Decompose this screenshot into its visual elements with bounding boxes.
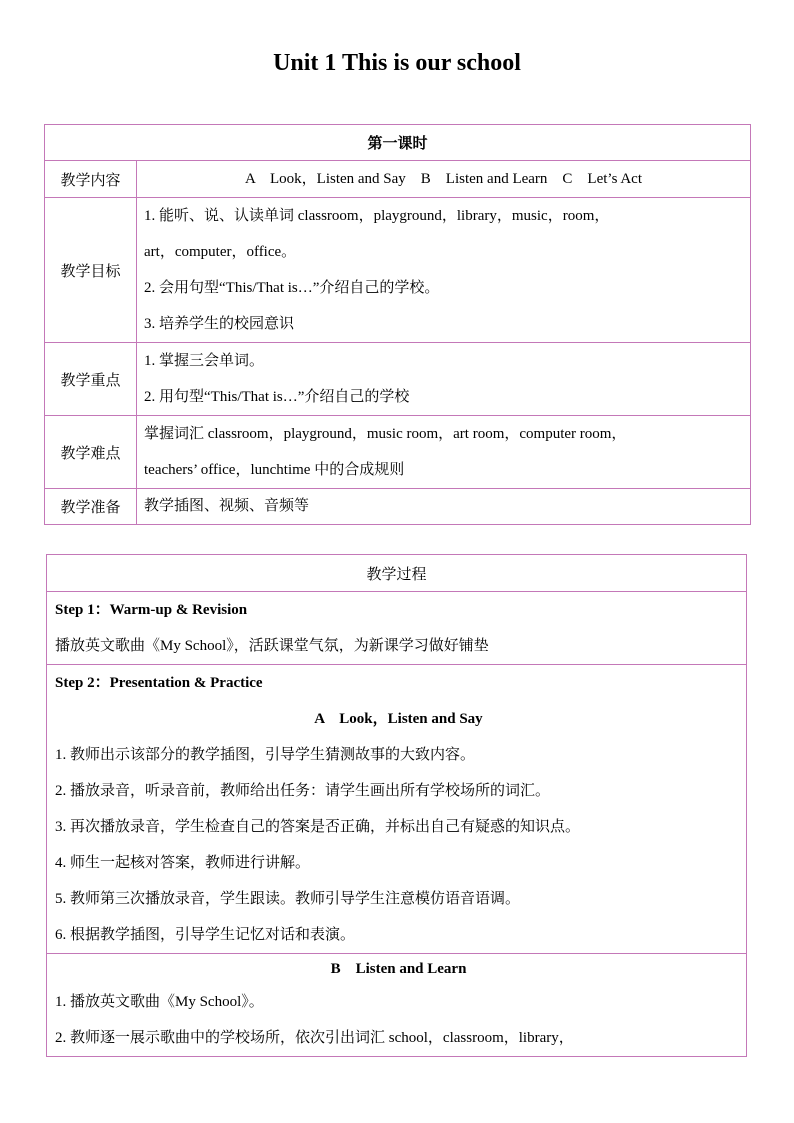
list-item: 5. 教师第三次播放录音，学生跟读。教师引导学生注意模仿语音语调。 [55, 891, 521, 907]
content-line: 掌握词汇 classroom，playground，music room，art room，computer room， [144, 426, 627, 442]
content-line: 教学插图、视频、音频等 [144, 498, 310, 514]
process-header-row [47, 555, 747, 592]
step2-row [47, 665, 747, 954]
section-a-title: A Look，Listen and Say [314, 711, 483, 727]
table-row [45, 198, 751, 343]
list-item: 2. 播放录音，听录音前，教师给出任务：请学生画出所有学校场所的词汇。 [55, 783, 551, 799]
step1-row [47, 592, 747, 665]
content-line: 2. 用句型“This/That is…”介绍自己的学校 [144, 389, 410, 405]
table-row [45, 416, 751, 489]
lesson-table [44, 124, 751, 525]
list-item: 3. 再次播放录音，学生检查自己的答案是否正确，并标出自己有疑惑的知识点。 [55, 819, 581, 835]
section-b-title: B Listen and Learn [330, 961, 467, 977]
section-b-row [47, 954, 747, 1057]
list-item: 6. 根据教学插图，引导学生记忆对话和表演。 [55, 927, 356, 943]
row-content [137, 198, 751, 343]
list-item: 1. 教师出示该部分的教学插图，引导学生猜测故事的大致内容。 [55, 747, 476, 763]
list-item: 2. 教师逐一展示歌曲中的学校场所，依次引出词汇 school，classroom，library， [55, 1030, 574, 1046]
row-label: 教学目标 [45, 198, 137, 343]
content-line: 1. 掌握三会单词。 [144, 353, 265, 369]
process-header: 教学过程 [47, 555, 747, 592]
content-line: teachers’ office，lunchtime 中的合成规则 [144, 462, 405, 478]
table-row [45, 489, 751, 525]
row-label: 教学难点 [45, 416, 137, 489]
step2-title: Step 2：Presentation & Practice [55, 675, 263, 691]
content-line: 1. 能听、说、认读单词 classroom，playground，library，music，room， [144, 208, 610, 224]
content-line: A Look，Listen and Say B Listen and Learn C Let’s Act [244, 171, 643, 187]
list-item: 1. 播放英文歌曲《My School》。 [55, 994, 264, 1010]
row-label: 教学重点 [45, 343, 137, 416]
step2-cell [47, 665, 747, 954]
lesson-header-row [45, 125, 751, 161]
row-content [137, 489, 751, 525]
row-content [137, 161, 751, 198]
page-title: Unit 1 This is our school [273, 50, 521, 76]
step1-title: Step 1：Warm-up & Revision [55, 602, 248, 618]
step1-text: 播放英文歌曲《My School》，活跃课堂气氛，为新课学习做好铺垫 [55, 638, 489, 654]
lesson-header: 第一课时 [45, 125, 751, 161]
content-line: 3. 培养学生的校园意识 [144, 316, 295, 332]
list-item: 4. 师生一起核对答案，教师进行讲解。 [55, 855, 311, 871]
row-content [137, 416, 751, 489]
process-table [46, 554, 747, 1057]
content-line: 2. 会用句型“This/That is…”介绍自己的学校。 [144, 280, 440, 296]
content-line: art，computer，office。 [144, 244, 297, 260]
row-label: 教学准备 [45, 489, 137, 525]
table-row [45, 343, 751, 416]
section-b-cell [47, 954, 747, 1057]
table-row [45, 161, 751, 198]
row-label: 教学内容 [45, 161, 137, 198]
row-content [137, 343, 751, 416]
step1-cell [47, 592, 747, 665]
